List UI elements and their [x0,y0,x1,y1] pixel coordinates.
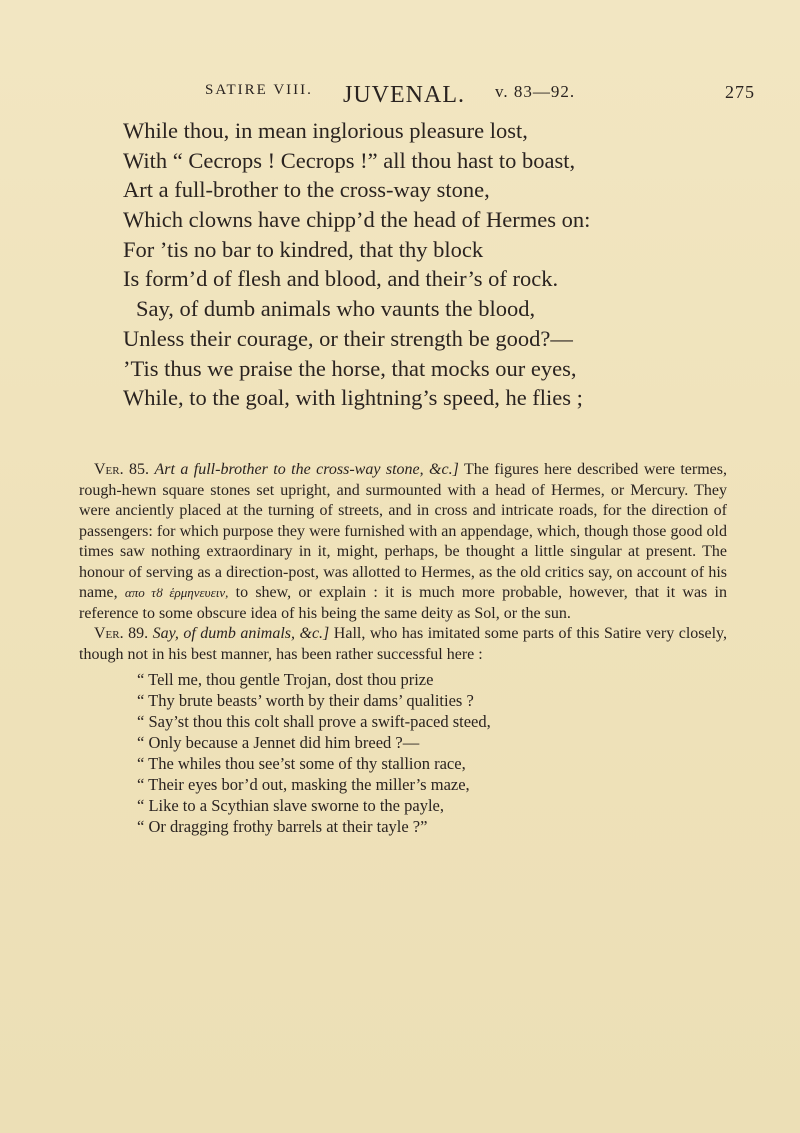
verse-line: While thou, in mean inglorious pleasure lost, [123,118,528,143]
running-head-title: JUVENAL. [343,82,465,108]
footnote-ver-89 [79,624,727,665]
footnote-text: Hall, who has imitated some parts of this Satire very closely, though not in his best manner, has been rather successful here : [79,625,727,663]
verse-line: ’Tis thus we praise the horse, that mocks our eyes, [123,355,577,381]
running-head-satire: SATIRE VIII. [205,82,313,98]
verse-line: For ’tis no bar to kindred, that thy block [123,236,484,262]
footnotes [79,460,727,837]
running-head-verse-range: v. 83—92. [495,82,576,101]
hall-quotation [79,669,727,837]
verse-block [123,116,763,413]
verse-line: Which clowns have chipp’d the head of Hermes on: [123,207,591,233]
footnote-text: to shew, or explain : it is much more probable, however, that it was in reference to some obscure idea of his being the same deity as Sol, or the sun. [79,584,727,622]
quotation-line: “ Or dragging frothy barrels at their tayle ?” [137,817,428,836]
footnote-verse-ref: Ver. 89. [94,625,149,642]
footnote-verse-ref: Ver. 85. [94,461,150,478]
quotation-line: “ Their eyes bor’d out, masking the miller’s maze, [137,775,470,794]
footnote-lemma: Art a full-brother to the cross-way stone, &c.] [154,461,459,478]
footnote-text: The figures here described were termes, rough-hewn square stones set upright, and surmounted with a head of Hermes, or Mercury. They were anciently placed at the turning of streets, and in cross and intricate roads, for the direction of passengers: for which purpose they were furnished with an appendage, which, though those good old times saw nothing extraordinary in it, might, perhaps, be thought a little singular at present. The honour of serving as a direction-post, was allotted to Hermes, as the old critics say, on account of his name, [79,461,728,601]
footnote-lemma: Say, of dumb animals, &c.] [152,625,330,642]
verse-line: Art a full-brother to the cross-way stone, [123,177,490,203]
verse-line: Unless their courage, or their strength be good?— [123,325,573,351]
quotation-line: “ Thy brute beasts’ worth by their dams’ qualities ? [137,691,474,710]
running-head [205,82,767,112]
verse-line: While, to the goal, with lightning’s speed, he flies ; [123,385,583,411]
footnote-ver-85 [79,460,727,624]
verse-line: Is form’d of flesh and blood, and their’s of rock. [123,266,559,292]
quotation-line: “ Only because a Jennet did him breed ?— [137,733,420,752]
quotation-line: “ Say’st thou this colt shall prove a swift-paced steed, [137,712,491,731]
verse-line: With “ Cecrops ! Cecrops !” all thou hast to boast, [123,147,576,173]
quotation-line: “ The whiles thou see’st some of thy stallion race, [137,754,466,773]
verse-line: Say, of dumb animals who vaunts the blood, [136,296,536,322]
quotation-line: “ Like to a Scythian slave sworne to the payle, [137,796,444,815]
page-number: 275 [725,82,755,102]
footnote-greek: απο τȣ ἑρμηνευειν, [124,585,229,600]
quotation-line: “ Tell me, thou gentle Trojan, dost thou prize [137,670,434,689]
